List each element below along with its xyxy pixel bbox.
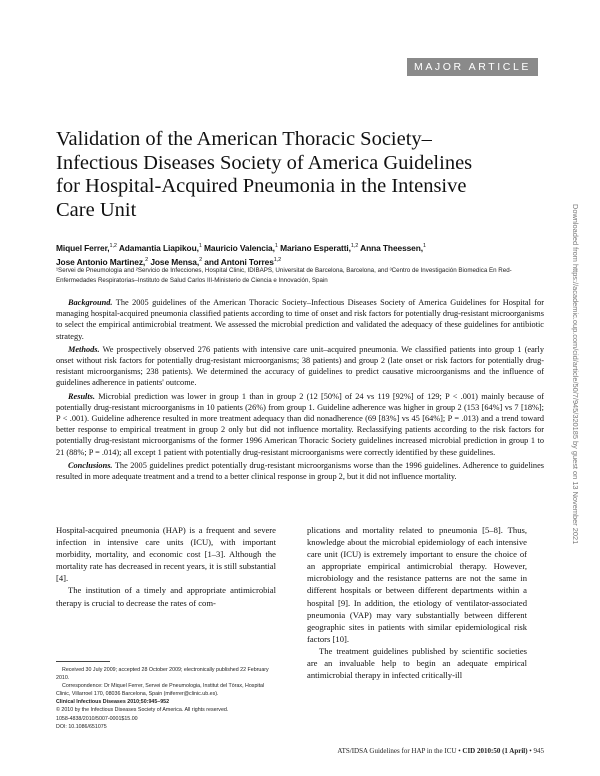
body-paragraph: plications and mortality related to pneumonia [5–8]. Thus, knowledge about the microbial epidemiology of each intensive care unit (ICU) is extremely important to ensure the choice of an appropriate empirical antimicrobial therapy. However, microbiology and the resistance patterns are not the same in different hospitals or between different departments within a hospital [9]. In addition, the etiology of ventilator-associated pneumonia (VAP) may vary substantially between different geographic sites in patients with similar epidemiological risk factors [10]. — [307, 525, 527, 644]
journal-citation: Clinical Infectious Diseases 2010;50:945–952 — [56, 699, 170, 706]
page-number: 945 — [533, 747, 544, 755]
author: Jose Antonio Martinez,$^2$ — [56, 257, 149, 268]
footer-separator: • — [529, 747, 532, 755]
article-type-banner: MAJOR ARTICLE — [407, 58, 538, 76]
author: Anna Theessen,$^1$ — [360, 242, 426, 253]
download-watermark: Downloaded from https://academic.oup.com/cid/article/50/7/945/320185 by guest on 13 November 2021 — [571, 204, 580, 545]
author: Jose Mensa,$^2$ — [150, 257, 203, 268]
author: Mauricio Valencia,$^1$ — [204, 242, 278, 253]
received-dates: Received 30 July 2009; accepted 28 October 2009; electronically published 22 February 2010. — [56, 667, 269, 682]
affiliations: ¹Servei de Pneumologia and ²Servicio de Infecciones, Hospital Clinic, IDIBAPS, Universitat de Barcelona, Barcelona, and ³Centro de Investigación Biomedica En Red-Enfermedades Respiratorias–Instituto de Salud Carlos III-Ministerio de Ciencia e Innovación, Spain — [56, 267, 512, 284]
footnote-divider — [56, 661, 110, 662]
doi: DOI: 10.1086/651075 — [56, 723, 107, 730]
footer-separator: • — [458, 747, 461, 755]
body-paragraph: Hospital-acquired pneumonia (HAP) is a frequent and severe infection in intensive care units (ICU), with important morbidity, mortality, and economic cost [1–3]. Although the mortality rate has decreased in recent years, it is still substantial [4]. — [56, 525, 276, 584]
author: Miquel Ferrer,$^{1,2}$ — [56, 242, 117, 253]
abstract-results: Results. Microbial prediction was lower in group 1 than in group 2 (12 [50%] of 24 vs 119 [92%] of 129; P < .001) mainly because of potentially drug-resistant microorganisms in 10 patients (26%) from group 1. Guideline adherence was higher in group 2 (153 [64%] vs 7 [18%]; P < .001). Guideline adherence resulted in more treatment adequacy than did nonadherence (69 [83%] vs 45 [64%]; P = .013) and a trend toward better response to empirical treatment in group 2 only but did not influence mortality. Reclassifying patients according to the risk factors for potentially drug-resistant microorganisms of the former 1996 American Thoracic Society guidelines increased microbial prediction in group 1 to 21 (88%; P = .014); all except 1 patient with potentially drug-resistant microorganisms were correctly identified by these guidelines. — [56, 391, 544, 457]
page-footer — [278, 747, 544, 755]
author: and Antoni Torres$^{1,2}$ — [204, 257, 282, 268]
running-title: ATS/IDSA Guidelines for HAP in the ICU — [337, 747, 457, 755]
body-column-right — [307, 524, 527, 681]
abstract-methods: Methods. We prospectively observed 276 patients with intensive care unit–acquired pneumonia. We classified patients into group 1 (early onset without risk factors for potentially drug-resistant microorganisms; 38 patients) and group 2 (late onset or risk factors for potentially drug-resistant microorganisms; 238 patients). We determined the accuracy of guidelines to predict causative microorganisms and the influence of guidelines adherence in patients' outcome. — [56, 344, 544, 388]
correspondence: Correspondence: Dr Miquel Ferrer, Servei de Pneumologia, Institut del Tòrax, Hospital Clinic, Villarroel 170, 08036 Barcelona, Spain (miferrer@clinic.ub.es). — [56, 683, 265, 698]
journal-issue: CID 2010:50 (1 April) — [462, 747, 528, 755]
author: Mariano Esperatti,$^{1,2}$ — [280, 242, 359, 253]
abstract-conclusions: Conclusions. The 2005 guidelines predict potentially drug-resistant microorganisms worse than the 1996 guidelines. Adherence to guidelines resulted in more adequate treatment and a trend to a better clinical response in group 2, but it did not influence mortality. — [56, 460, 544, 482]
body-column-left — [56, 524, 276, 609]
copyright: © 2010 by the Infectious Diseases Society of America. All rights reserved. — [56, 707, 229, 714]
issn: 1058-4838/2010/5007-0001$15.00 — [56, 715, 138, 722]
author: Adamantia Liapikou,$^1$ — [118, 242, 202, 253]
abstract — [56, 297, 544, 484]
body-paragraph: The institution of a timely and appropriate antimicrobial therapy is crucial to decrease the rates of com- — [56, 585, 276, 608]
footnotes — [56, 666, 276, 731]
author-list — [56, 240, 546, 269]
abstract-background: Background. The 2005 guidelines of the American Thoracic Society–Infectious Diseases Society of America Guidelines for Hospital for managing hospital-acquired pneumonia classified patients according to time of onset and risk factors for potentially drug-resistant microorganisms to select the empirical antimicrobial treatment. We assessed the microbial prediction and validated the adequacy of these guidelines for antibiotic strategy. — [56, 298, 544, 341]
body-paragraph: The treatment guidelines published by scientific societies are an invaluable help to begin an adequate empirical antimicrobial therapy in infected critically-ill — [307, 645, 527, 681]
article-title: Validation of the American Thoracic Society–Infectious Diseases Society of America Guidelines for Hospital-Acquired Pneumonia in the Intensive Care Unit — [56, 128, 473, 221]
